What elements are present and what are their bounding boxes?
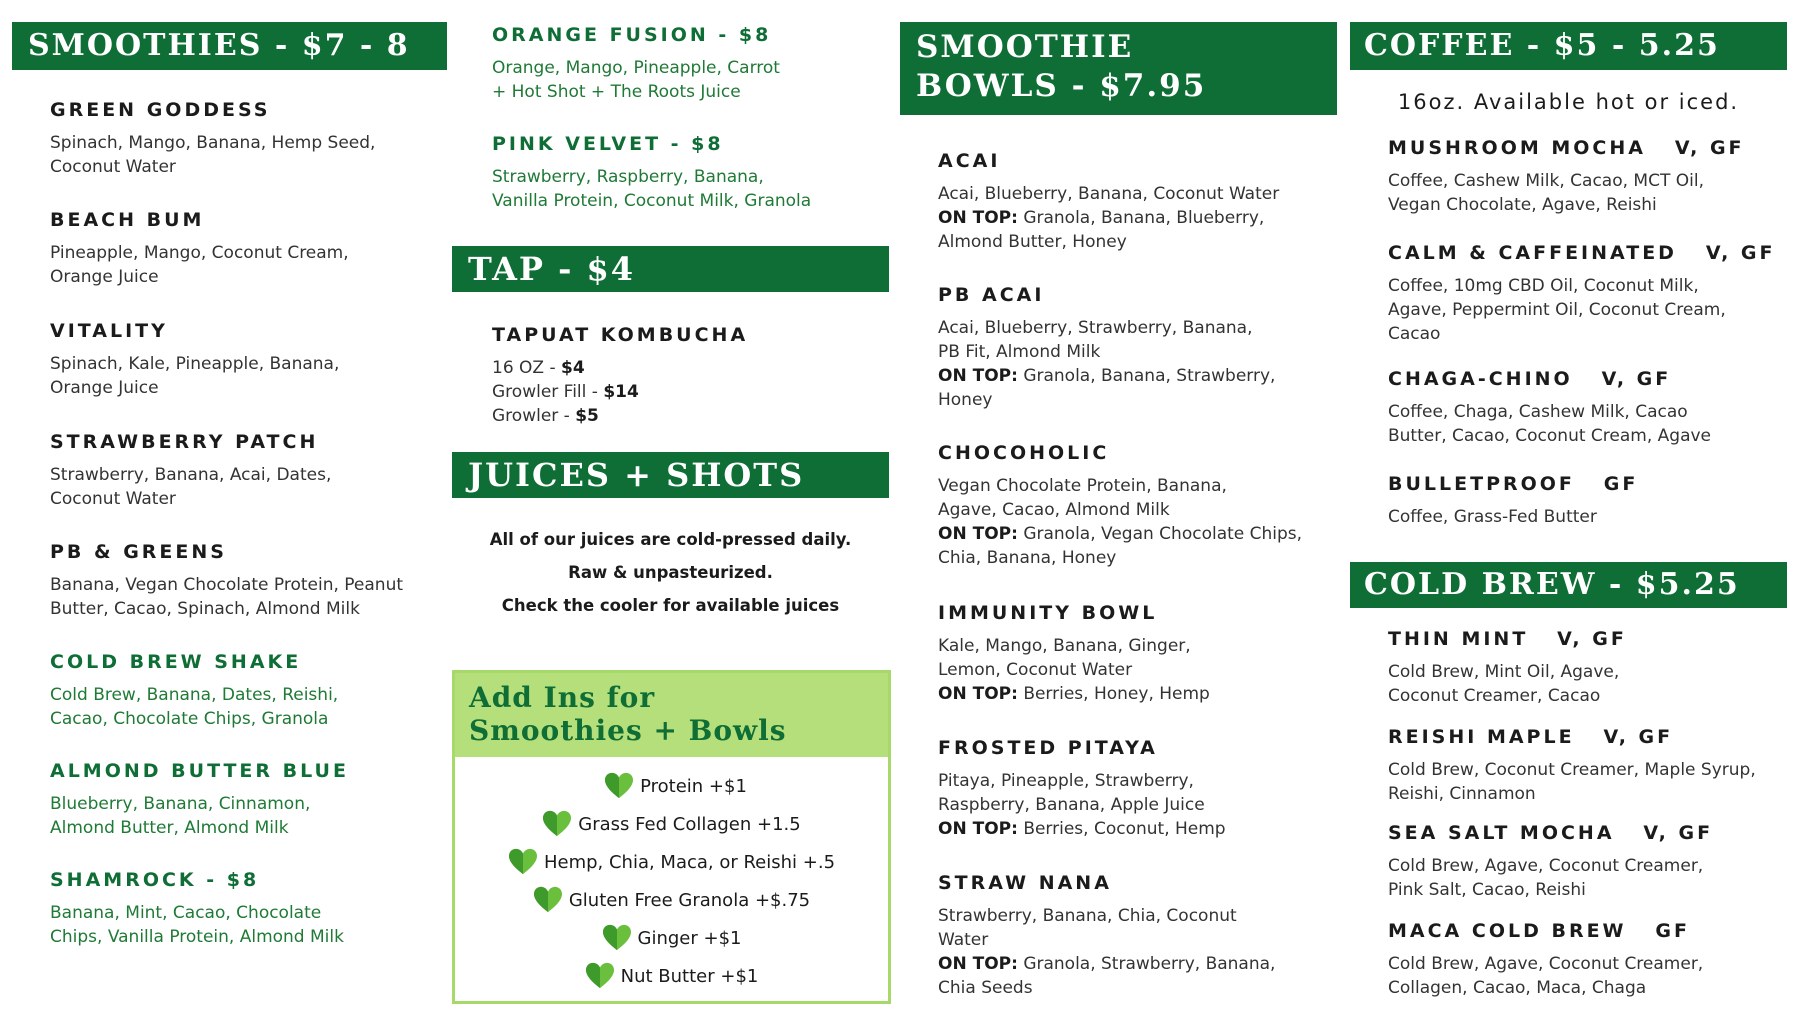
juices-note-line: All of our juices are cold-pressed daily. [489,530,852,549]
ontop-line [938,206,1279,230]
item-title: BULLETPROOF [1388,473,1575,495]
diet-tag: V, GF [1643,822,1714,844]
ontop-line [938,364,1275,388]
ontop-line [938,522,1302,546]
item-desc: Banana, Vegan Chocolate Protein, Peanut [50,575,404,595]
menu-item-almond-butter-blue [50,760,349,840]
ontop-value: Berries, Honey, Hemp [1023,684,1210,704]
addin-item [455,805,888,843]
item-name: PB ACAI [938,284,1045,306]
item-desc: Coffee, Chaga, Cashew Milk, Cacao [1388,402,1688,422]
ontop-value: Almond Butter, Honey [938,232,1127,252]
ontop-line [938,682,1210,706]
item-desc: Water [938,930,989,950]
addin-label: Gluten Free Granola +$.75 [568,889,811,911]
item-desc: Cold Brew, Mint Oil, Agave, [1388,662,1620,682]
item-desc: Cold Brew, Coconut Creamer, Maple Syrup, [1388,760,1756,780]
item-desc: Agave, Peppermint Oil, Coconut Cream, [1388,300,1726,320]
item-name [1388,628,1627,650]
diet-tag: GF [1655,920,1690,942]
addin-item [455,957,888,995]
item-title: THIN MINT [1388,628,1529,650]
item-name [1388,726,1756,748]
item-title: MUSHROOM MOCHA [1388,137,1646,159]
smoothies-banner: SMOOTHIES - $7 - 8 [12,22,447,70]
juices-banner: JUICES + SHOTS [452,452,889,498]
item-desc: Orange, Mango, Pineapple, Carrot [492,58,780,78]
menu-item-pb-greens [50,541,403,621]
coffee-banner: COFFEE - $5 - 5.25 [1350,22,1787,70]
tap-price-line [492,404,748,428]
size-label: Growler - [492,406,576,426]
ontop-label: ON TOP: [938,954,1018,974]
menu-item-strawberry-patch [50,431,331,511]
bowls-banner-line: BOWLS - $7.95 [916,68,1207,104]
menu-item-reishi-maple [1388,726,1756,806]
menu-item-green-goddess [50,99,375,179]
menu-item-vitality [50,320,339,400]
diet-tag: V, GF [1557,628,1627,650]
menu-item-beach-bum [50,209,349,289]
item-desc: Agave, Cacao, Almond Milk [938,500,1170,520]
item-desc: Orange Juice [50,267,159,287]
menu-item-chocoholic [938,442,1302,570]
item-name [1388,822,1713,844]
item-desc: Chips, Vanilla Protein, Almond Milk [50,927,344,947]
addins-box [452,670,891,1004]
menu-item-tapuat-kombucha [492,324,748,428]
addin-label: Protein +$1 [640,775,747,797]
menu-item-orange-fusion [492,24,780,104]
ontop-value: Granola, Strawberry, Banana, [1023,954,1276,974]
green-heart-icon [602,924,632,952]
item-desc: Vegan Chocolate Protein, Banana, [938,476,1227,496]
item-name: VITALITY [50,320,168,342]
addin-label: Nut Butter +$1 [620,965,759,987]
green-heart-icon [542,810,572,838]
menu-item-immunity-bowl [938,602,1210,706]
item-desc: Blueberry, Banana, Cinnamon, [50,794,311,814]
item-title: MACA COLD BREW [1388,920,1627,942]
ontop-value: Granola, Banana, Blueberry, [1023,208,1265,228]
bowls-banner [900,22,1337,115]
addin-label: Ginger +$1 [637,927,742,949]
item-name: ORANGE FUSION - $8 [492,24,772,46]
green-heart-icon [604,772,634,800]
item-desc: PB Fit, Almond Milk [938,342,1101,362]
item-name [1388,242,1776,264]
menu-item-thin-mint [1388,628,1627,708]
item-desc: Almond Butter, Almond Milk [50,818,289,838]
ontop-label: ON TOP: [938,684,1018,704]
item-name: PINK VELVET - $8 [492,133,724,155]
item-desc: Pineapple, Mango, Coconut Cream, [50,243,349,263]
menu-item-acai [938,150,1279,254]
menu-item-straw-nana [938,872,1275,1000]
ontop-value: Chia, Banana, Honey [938,548,1117,568]
tap-price-line [492,356,748,380]
item-desc: Cold Brew, Banana, Dates, Reishi, [50,685,339,705]
item-desc: Cold Brew, Agave, Coconut Creamer, [1388,856,1704,876]
tap-price-line [492,380,748,404]
price: $5 [575,406,599,426]
diet-tag: V, GF [1705,242,1776,264]
coldbrew-banner: COLD BREW - $5.25 [1350,562,1787,608]
item-desc: Reishi, Cinnamon [1388,784,1536,804]
ontop-line [938,817,1226,841]
menu-item-chaga-chino [1388,368,1711,448]
addins-title [455,673,888,757]
price: $4 [561,358,585,378]
item-name [1388,920,1703,942]
menu-item-mushroom-mocha [1388,137,1745,217]
ontop-label: ON TOP: [938,366,1018,386]
ontop-label: ON TOP: [938,524,1018,544]
item-name: PB & GREENS [50,541,227,563]
item-desc: Orange Juice [50,378,159,398]
ontop-value: Granola, Vegan Chocolate Chips, [1023,524,1303,544]
coffee-subtitle: 16oz. Available hot or iced. [1397,90,1740,114]
menu-item-calm-caffeinated [1388,242,1776,346]
ontop-value: Berries, Coconut, Hemp [1023,819,1226,839]
addins-title-line: Add Ins for [469,681,656,714]
item-desc: Cacao, Chocolate Chips, Granola [50,709,329,729]
item-name [1388,473,1638,495]
juices-note-line: Raw & unpasteurized. [568,563,773,582]
item-desc: Acai, Blueberry, Strawberry, Banana, [938,318,1253,338]
addin-item [455,767,888,805]
bowls-banner-line: SMOOTHIE [916,29,1134,65]
juices-note-line: Check the cooler for available juices [501,596,840,615]
item-name: BEACH BUM [50,209,205,231]
item-name: COLD BREW SHAKE [50,651,302,673]
ontop-label: ON TOP: [938,819,1018,839]
item-desc: + Hot Shot + The Roots Juice [492,82,741,102]
item-desc: Spinach, Kale, Pineapple, Banana, [50,354,340,374]
addin-item [455,881,888,919]
addins-list [455,757,888,995]
item-desc: Butter, Cacao, Spinach, Almond Milk [50,599,360,619]
size-label: 16 OZ - [492,358,562,378]
menu-item-shamrock [50,869,344,949]
menu-item-pb-acai [938,284,1275,412]
item-desc: Strawberry, Banana, Chia, Coconut [938,906,1237,926]
menu-item-bulletproof [1388,473,1638,529]
addin-label: Hemp, Chia, Maca, or Reishi +.5 [543,851,836,873]
item-name: ACAI [938,150,1001,172]
ontop-label: ON TOP: [938,208,1018,228]
item-name: STRAW NANA [938,872,1112,894]
item-desc: Coconut Creamer, Cacao [1388,686,1601,706]
ontop-value: Chia Seeds [938,978,1033,998]
item-desc: Butter, Cacao, Coconut Cream, Agave [1388,426,1712,446]
item-desc: Coffee, Grass-Fed Butter [1388,507,1597,527]
item-name: ALMOND BUTTER BLUE [50,760,349,782]
item-desc: Coconut Water [50,157,176,177]
green-heart-icon [533,886,563,914]
diet-tag: V, GF [1674,137,1745,159]
price: $14 [603,382,639,402]
item-desc: Vanilla Protein, Coconut Milk, Granola [492,191,812,211]
item-desc: Banana, Mint, Cacao, Chocolate [50,903,322,923]
ontop-value: Granola, Banana, Strawberry, [1023,366,1276,386]
item-title: SEA SALT MOCHA [1388,822,1615,844]
item-desc: Raspberry, Banana, Apple Juice [938,795,1205,815]
addin-item [455,919,888,957]
item-name: SHAMROCK - $8 [50,869,260,891]
item-desc: Acai, Blueberry, Banana, Coconut Water [938,184,1280,204]
item-title: CHAGA-CHINO [1388,368,1573,390]
ontop-line [938,952,1275,976]
item-desc: Collagen, Cacao, Maca, Chaga [1388,978,1647,998]
juices-note [452,523,889,622]
item-desc: Pitaya, Pineapple, Strawberry, [938,771,1194,791]
item-name: TAPUAT KOMBUCHA [492,324,749,346]
item-name: STRAWBERRY PATCH [50,431,319,453]
item-desc: Kale, Mango, Banana, Ginger, [938,636,1191,656]
item-desc: Strawberry, Banana, Acai, Dates, [50,465,332,485]
item-desc: Vegan Chocolate, Agave, Reishi [1388,195,1657,215]
green-heart-icon [508,848,538,876]
item-desc: Coffee, Cashew Milk, Cacao, MCT Oil, [1388,171,1704,191]
menu-item-cold-brew-shake [50,651,338,731]
tap-banner: TAP - $4 [452,246,889,292]
item-name [1388,368,1711,390]
item-title: CALM & CAFFEINATED [1388,242,1677,264]
item-desc: Strawberry, Raspberry, Banana, [492,167,764,187]
item-name: IMMUNITY BOWL [938,602,1158,624]
item-name [1388,137,1745,159]
item-desc: Lemon, Coconut Water [938,660,1133,680]
item-name: FROSTED PITAYA [938,737,1158,759]
addin-item [455,843,888,881]
green-heart-icon [585,962,615,990]
item-name: GREEN GODDESS [50,99,271,121]
menu-item-frosted-pitaya [938,737,1226,841]
menu-item-pink-velvet [492,133,811,213]
item-desc: Coffee, 10mg CBD Oil, Coconut Milk, [1388,276,1699,296]
ontop-value: Honey [938,390,993,410]
item-desc: Cold Brew, Agave, Coconut Creamer, [1388,954,1704,974]
menu-item-sea-salt-mocha [1388,822,1713,902]
addin-label: Grass Fed Collagen +1.5 [578,813,801,835]
addins-title-line: Smoothies + Bowls [469,714,787,747]
menu-item-maca-cold-brew [1388,920,1703,1000]
diet-tag: GF [1603,473,1639,495]
item-desc: Pink Salt, Cacao, Reishi [1388,880,1586,900]
item-desc: Spinach, Mango, Banana, Hemp Seed, [50,133,376,153]
diet-tag: V, GF [1601,368,1672,390]
diet-tag: V, GF [1603,726,1674,748]
size-label: Growler Fill - [492,382,604,402]
item-name: CHOCOHOLIC [938,442,1110,464]
item-title: REISHI MAPLE [1388,726,1575,748]
item-desc: Cacao [1388,324,1441,344]
item-desc: Coconut Water [50,489,176,509]
